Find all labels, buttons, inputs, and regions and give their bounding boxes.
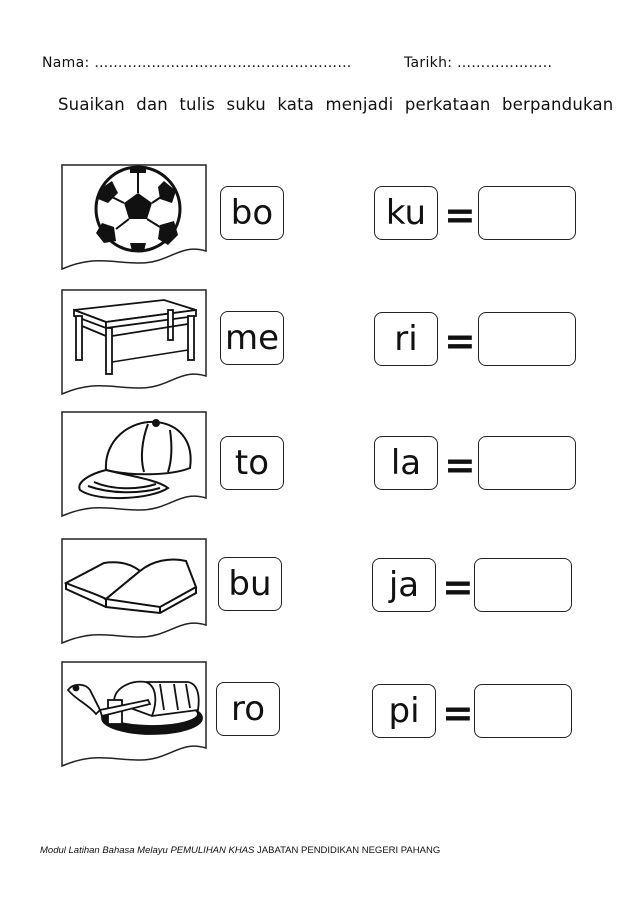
syllable-box-first: bo — [220, 186, 284, 240]
syllable-box-first: me — [220, 311, 284, 365]
footer-department: JABATAN PENDIDIKAN NEGERI PAHANG — [257, 845, 441, 856]
equals-sign: = — [444, 443, 476, 487]
equals-sign: = — [444, 319, 476, 363]
name-field-label: Nama: ……………………………………………… — [42, 55, 352, 71]
syllable-box-second: ku — [374, 186, 438, 240]
table-picture — [60, 288, 210, 400]
syllable-box-first: ro — [216, 682, 280, 736]
soccer-ball-picture — [60, 163, 210, 275]
answer-box[interactable] — [478, 436, 576, 490]
equals-sign: = — [442, 691, 474, 735]
instruction-text: Suaikan dan tulis suku kata menjadi perkataan berpandukan — [58, 95, 614, 114]
date-field-label: Tarikh: ……………….. — [404, 55, 553, 71]
syllable-box-second: pi — [372, 684, 436, 738]
equals-sign: = — [444, 193, 476, 237]
cap-picture — [60, 410, 210, 522]
footer — [40, 845, 440, 856]
equals-sign: = — [442, 565, 474, 609]
answer-box[interactable] — [478, 312, 576, 366]
soccer-ball-icon — [96, 167, 180, 251]
syllable-box-first: to — [220, 436, 284, 490]
open-book-picture — [60, 537, 210, 649]
answer-box[interactable] — [474, 684, 572, 738]
bread-loaf-picture — [60, 660, 210, 772]
answer-box[interactable] — [478, 186, 576, 240]
answer-box[interactable] — [474, 558, 572, 612]
syllable-box-first: bu — [218, 557, 282, 611]
footer-program: PEMULIHAN KHAS — [170, 845, 255, 856]
syllable-box-second: ri — [374, 312, 438, 366]
syllable-box-second: la — [374, 436, 438, 490]
syllable-box-second: ja — [372, 558, 436, 612]
footer-module-title: Modul Latihan Bahasa Melayu — [40, 845, 168, 856]
